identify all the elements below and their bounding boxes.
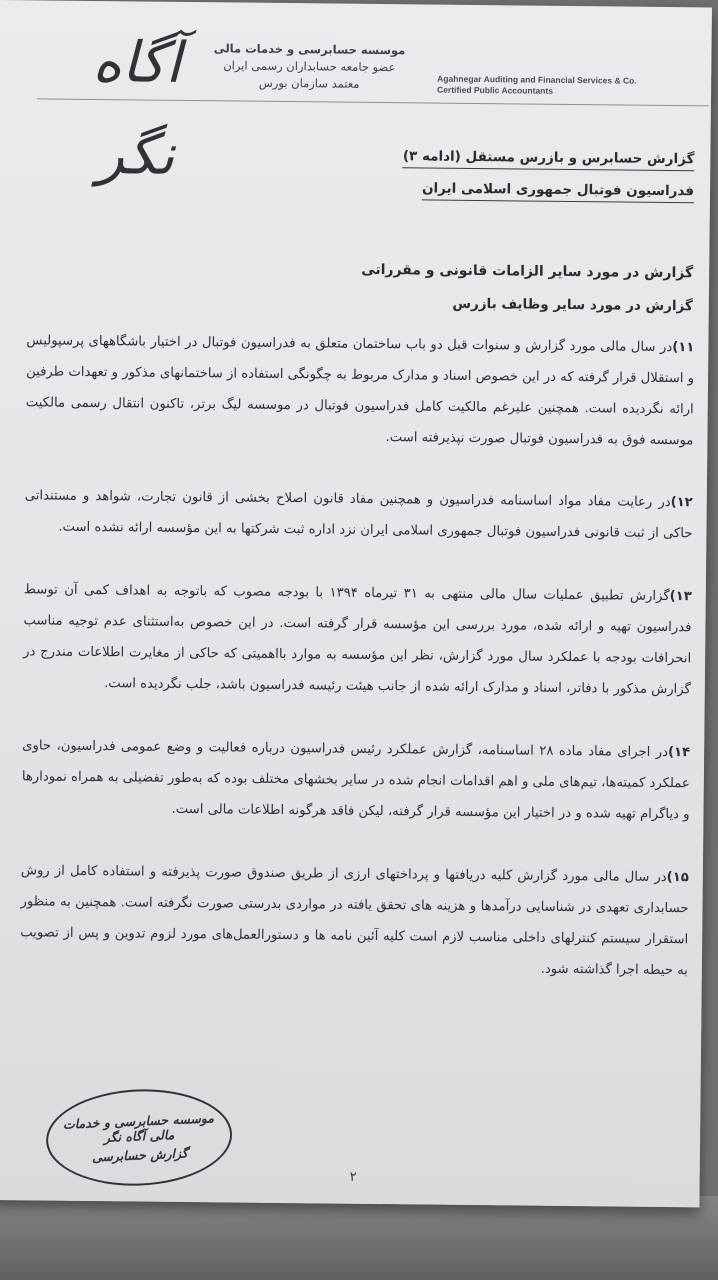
- paragraph-number: ۱۲): [670, 495, 693, 511]
- paragraph-15: [20, 855, 689, 986]
- letterhead-english: [437, 74, 707, 99]
- firm-logo: آگاه نگر: [92, 29, 182, 188]
- company-stamp: [44, 1086, 234, 1190]
- trusted-line-fa: معتمد سازمان بورس: [258, 75, 360, 91]
- paragraph-text: در رعایت مفاد مواد اساسنامه فدراسیون و همچنین مفاد قانون اصلاح بخشی از قانون تجارت، شواهد و مستنداتی حاکی از ثبت قانونی فدراسیون فوتبال جمهوری اسلامی ایران نزد اداره ثبت شرکتها به این مؤسسه ارائه نشده است.: [24, 488, 693, 542]
- paragraph-13: [23, 574, 692, 705]
- paragraph-14: [21, 730, 690, 830]
- stamp-firm-name: موسسه حسابرسی و خدمات مالی آگاه نگر: [62, 1110, 215, 1145]
- paragraph-text: در سال مالی مورد گزارش و سنوات قبل دو باب ساختمان متعلق به فدراسیون فوتبال در اختیار باشگاههای پرسپولیس و استقلال قرار گرفته که در این خصوص اسناد و مدارک مربوط به چگونگی استفاده از ساختمانهای مذکور و تعهدات طرفین ارائه نگردیده است. همچنین علیرغم مالکیت کامل فدراسیون فوتبال در موسسه لیگ برتر، تاکنون انتقال رسمی مالکیت موسسه فوق به فدراسیون فوتبال صورت نپذیرفته است.: [25, 333, 695, 449]
- letterhead-persian: [209, 40, 410, 93]
- paragraph-number: ۱۱): [672, 340, 695, 356]
- subsection-title: گزارش در مورد سایر وظایف بازرس: [452, 295, 693, 315]
- paragraph-number: ۱۳): [669, 589, 692, 605]
- section-title: گزارش در مورد سایر الزامات قانونی و مقرراتی: [361, 261, 694, 282]
- paragraph-text: گزارش تطبیق عملیات سال مالی منتهی به ۳۱ تیرماه ۱۳۹۴ با بودجه مصوب که باتوجه به اهداف کمی آن توسط فدراسیون تهیه و ارائه شده، مورد بررسی این مؤسسه قرار گرفته است. در این خصوص به‌استثنای عدم توجیه مناسب انحرافات بودجه با عملکرد سال مورد گزارش، نظر این مؤسسه به موارد بااهمیتی که حاکی از مغایرت اطلاعات مندرج در گزارش مذکور با دفاتر، اسناد و مدارک ارائه شده از جانب هیئت رئیسه فدراسیون باشد، جلب نگردیده است.: [23, 582, 692, 698]
- paragraph-number: ۱۴): [667, 745, 691, 761]
- paragraph-text: در سال مالی مورد گزارش کلیه دریافتها و پرداختهای ارزی از طریق صندوق صورت پذیرفته و استفاده کامل از روش حسابداری تعهدی در شناسایی درآمدها و هزینه های تحقق یافته در مواردی بدرستی صورت نگرفته است. همچنین به منظور استقرار سیستم کنترلهای داخلی مناسب لازم است کلیه آئین نامه ها و دستورالعمل‌های مورد لزوم تدوین و پس از تصویب به حیطه اجرا گذاشته شود.: [20, 863, 689, 979]
- report-title: گزارش حسابرس و بازرس مستقل (ادامه ۳): [403, 148, 695, 171]
- paragraph-text: در اجرای مفاد ماده ۲۸ اساسنامه، گزارش عملکرد رئیس فدراسیون درباره فعالیت و وضع عمومی فدراسیون، حاوی عملکرد کمیته‌ها، تیم‌های ملی و اهم اقدامات انجام شده در سایر بخشهای مختلف بوده که به‌طور تفضیلی به همراه نمودارها و دیاگرام تهیه شده و در اختیار این مؤسسه قرار گرفته، لیکن فاقد هرگونه اطلاعات مالی است.: [21, 738, 690, 823]
- entity-name: فدراسیون فوتبال جمهوری اسلامی ایران: [422, 180, 694, 203]
- paragraph-number: ۱۵): [666, 870, 689, 886]
- firm-name-fa: موسسه حسابرسی و خدمات مالی: [213, 41, 406, 58]
- certified-en: Certified Public Accountants: [437, 84, 554, 96]
- page-number: ۲: [349, 1169, 357, 1185]
- firm-name-en: Agahnegar Auditing and Financial Services & Co.: [437, 73, 637, 86]
- paragraph-12: [24, 480, 693, 549]
- background-surface: [0, 1196, 718, 1280]
- paragraph-11: [25, 325, 694, 456]
- stamp-label: گزارش حسابرسی: [91, 1145, 189, 1165]
- member-line-fa: عضو جامعه حسابداران رسمی ایران: [223, 58, 396, 75]
